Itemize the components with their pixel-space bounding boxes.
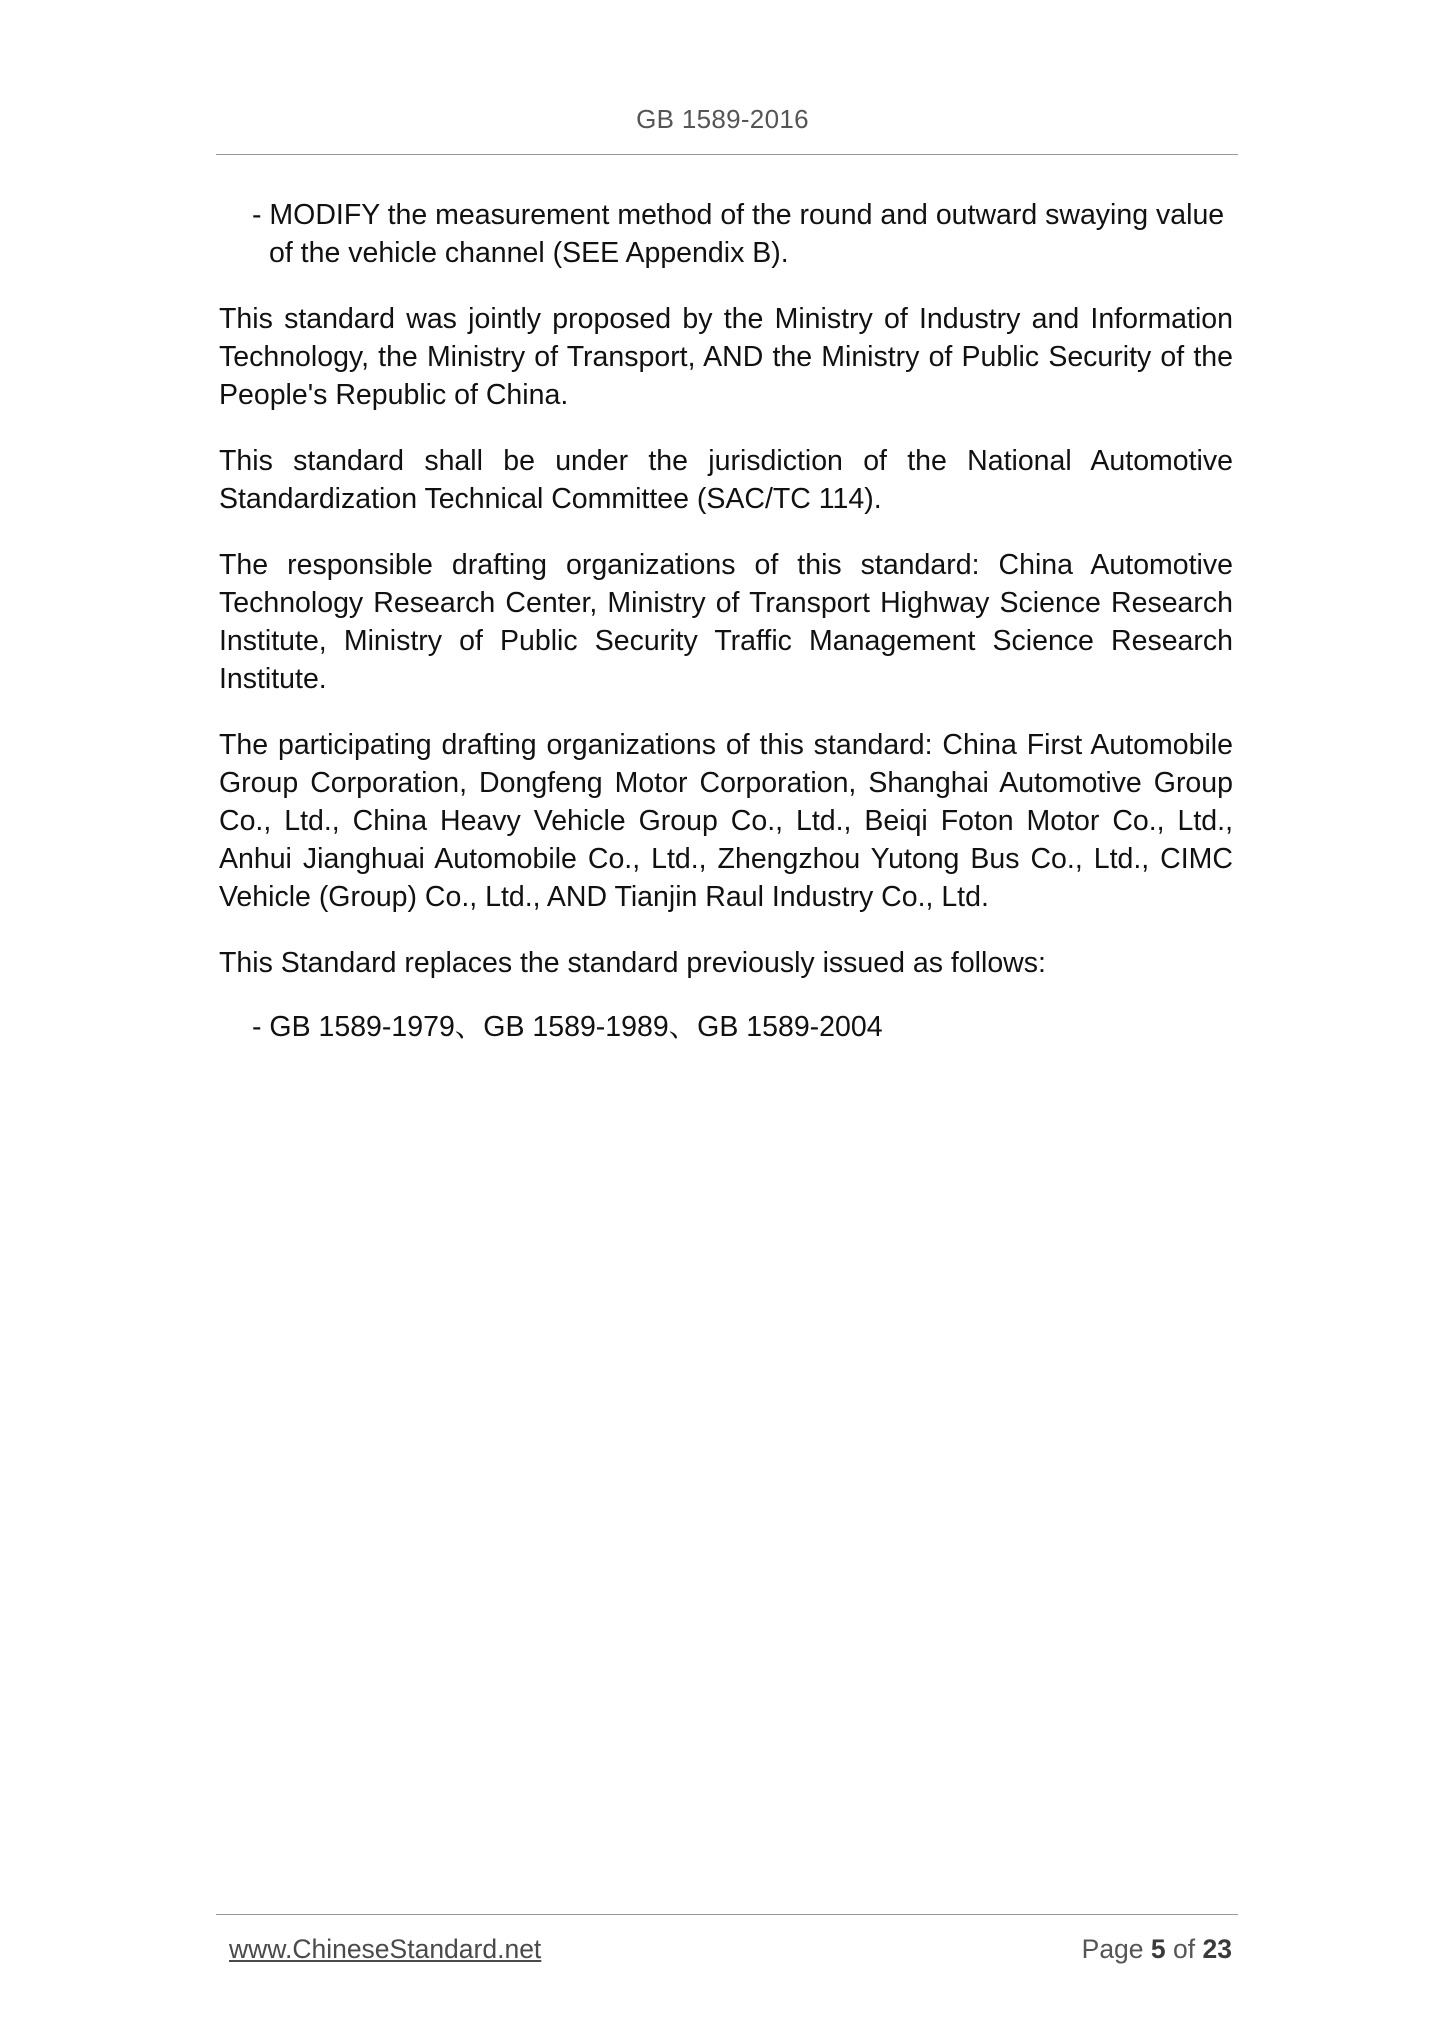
page-current: 5 bbox=[1150, 1934, 1166, 1964]
paragraph-replaces: This Standard replaces the standard previously issued as follows: bbox=[219, 947, 1046, 979]
page-number bbox=[1082, 1934, 1232, 1965]
page-of: of bbox=[1173, 1934, 1196, 1964]
paragraph-jurisdiction: This standard shall be under the jurisdiction of the National Automotive Standardization Technical Committee (SAC/TC 114). bbox=[219, 445, 1233, 515]
footer-divider bbox=[216, 1914, 1238, 1915]
page-body bbox=[219, 196, 1233, 1074]
page-prefix: Page bbox=[1081, 1934, 1144, 1964]
header-divider bbox=[216, 154, 1238, 155]
paragraph-participating-drafters: The participating drafting organizations of this standard: China First Automobile Group Corporation, Dongfeng Motor Corporation, Shanghai Automotive Group Co., Ltd., China Heavy Vehicle Group Co., Ltd., Beiqi Foton Motor Co., Ltd., Anhui Jianghuai Automobile Co., Ltd., Zhengzhou Yutong Bus Co., Ltd., CIMC Vehicle (Group) Co., Ltd., AND Tianjin Raul Industry Co., Ltd. bbox=[219, 729, 1233, 913]
paragraph-responsible-drafters: The responsible drafting organizations of this standard: China Automotive Technology Research Center, Ministry of Transport Highway Science Research Institute, Ministry of Public Security Traffic Management Science Research Institute. bbox=[219, 549, 1233, 695]
document-header-title: GB 1589-2016 bbox=[636, 104, 809, 134]
list-item: - MODIFY the measurement method of the round and outward swaying value of the vehicle channel (SEE Appendix B). bbox=[252, 199, 1225, 269]
list-item: - GB 1589-1979、GB 1589-1989、GB 1589-2004 bbox=[252, 1011, 883, 1043]
footer-website-link[interactable]: www.ChineseStandard.net bbox=[229, 1934, 542, 1964]
paragraph-proposed-by: This standard was jointly proposed by the Ministry of Industry and Information Technology, the Ministry of Transport, AND the Ministry of Public Security of the People's Republic of China. bbox=[219, 303, 1233, 411]
page-total: 23 bbox=[1202, 1934, 1232, 1964]
